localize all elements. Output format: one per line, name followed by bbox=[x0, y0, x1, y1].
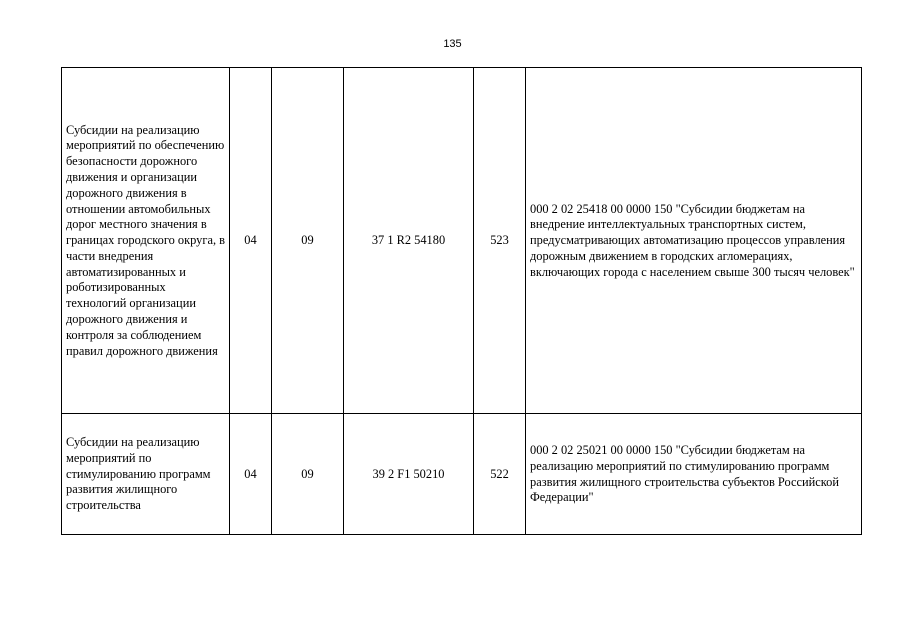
row-name-cell: Субсидии на реализацию мероприятий по обеспечению безопасности дорожного движения и организации дорожного движения в отношении автомобильных дорог местного значения в границах городского округа, в части внедрения автоматизированных и роботизированных технологий организации дорожного движения и контроля за соблюдением правил дорожного движения bbox=[62, 68, 230, 414]
page-number: 135 bbox=[443, 38, 462, 50]
section-code-cell: 04 bbox=[230, 68, 272, 414]
target-article-cell: 39 2 F1 50210 bbox=[344, 414, 474, 535]
income-code-cell: 000 2 02 25021 00 0000 150 "Субсидии бюджетам на реализацию мероприятий по стимулированию программ развития жилищного строительства субъектов Российской Федерации" bbox=[526, 414, 862, 535]
table-row bbox=[62, 414, 862, 535]
target-article-cell: 37 1 R2 54180 bbox=[344, 68, 474, 414]
table-row bbox=[62, 68, 862, 414]
subsection-code-cell: 09 bbox=[272, 414, 344, 535]
expense-type-cell: 523 bbox=[474, 68, 526, 414]
expense-type-cell: 522 bbox=[474, 414, 526, 535]
row-name-cell: Субсидии на реализацию мероприятий по стимулированию программ развития жилищного строительства bbox=[62, 414, 230, 535]
budget-table bbox=[61, 67, 862, 535]
section-code-cell: 04 bbox=[230, 414, 272, 535]
income-code-cell: 000 2 02 25418 00 0000 150 "Субсидии бюджетам на внедрение интеллектуальных транспортных систем, предусматривающих автоматизацию процессов управления дорожным движением в городских агломерациях, включающих города с населением свыше 300 тысяч человек" bbox=[526, 68, 862, 414]
subsection-code-cell: 09 bbox=[272, 68, 344, 414]
